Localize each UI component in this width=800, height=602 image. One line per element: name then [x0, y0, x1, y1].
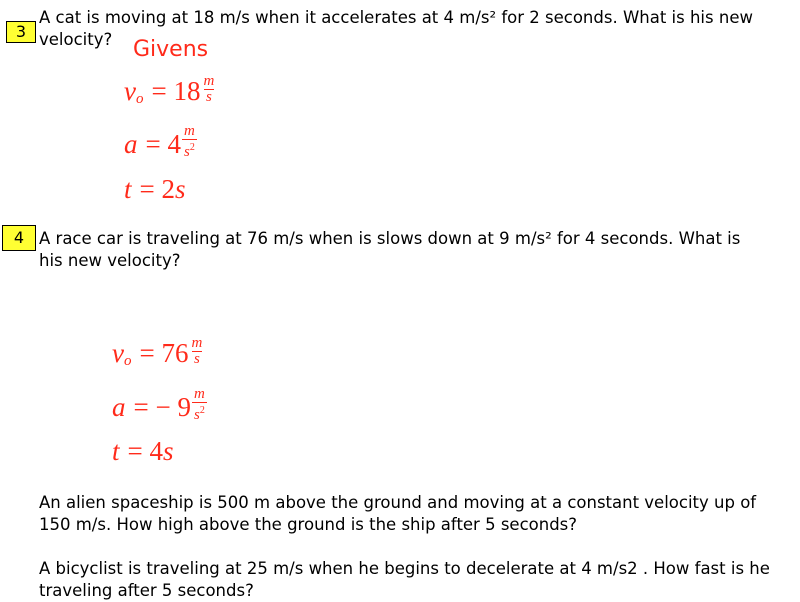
eq-value: = 4: [127, 436, 163, 466]
problem-number-badge: 3: [6, 21, 36, 43]
eq-variable: v: [124, 76, 136, 106]
eq-den-base: s: [183, 144, 190, 160]
eq-variable: a: [112, 391, 126, 422]
eq-unit-denominator: [182, 139, 197, 160]
eq-variable: t: [124, 174, 132, 204]
eq-unit-numerator: m: [203, 73, 215, 89]
problem-4-text: A race car is traveling at 76 m/s when is slows down at 9 m/s² for 4 seconds. What is his new velocity?: [39, 229, 741, 270]
eq-unit-numerator: m: [193, 386, 205, 402]
problem-3-text: A cat is moving at 18 m/s when it accelerates at 4 m/s² for 2 seconds. What is his new velocity?: [39, 8, 753, 49]
eq-unit-denominator: s: [205, 89, 212, 105]
givens-heading: Givens: [133, 37, 209, 62]
eq-unit-numerator: m: [191, 335, 203, 351]
eq-subscript: o: [135, 91, 144, 107]
eq-variable: a: [124, 128, 138, 159]
eq-unit-fraction: [201, 74, 216, 105]
problem-6-text: A bicyclist is traveling at 25 m/s when he begins to decelerate at 4 m/s2 . How fast is he traveling after 5 seconds?: [39, 559, 770, 600]
eq-value: = 18: [151, 76, 201, 106]
eq-unit-denominator: s: [193, 351, 200, 367]
eq-unit-fraction: [192, 387, 207, 423]
eq-den-base: s: [193, 407, 200, 423]
eq-unit: s: [163, 436, 174, 466]
p3-initial-velocity-equation: [124, 73, 216, 107]
eq-value: = − 9: [133, 391, 191, 422]
eq-variable: v: [112, 338, 124, 368]
eq-value: = 4: [145, 128, 181, 159]
eq-value: = 2: [139, 174, 175, 204]
p4-initial-velocity-equation: [112, 335, 204, 369]
p3-time-equation: [124, 174, 186, 205]
eq-unit-fraction: [189, 336, 204, 367]
eq-value: = 76: [139, 338, 189, 368]
p4-time-equation: [112, 436, 174, 467]
eq-den-exponent: 2: [189, 142, 195, 153]
eq-den-exponent: 2: [199, 405, 205, 416]
p3-acceleration-equation: [124, 123, 197, 162]
eq-unit: s: [175, 174, 186, 204]
problem-number-badge: 4: [2, 225, 36, 251]
eq-unit-numerator: m: [183, 123, 195, 139]
eq-variable: t: [112, 436, 120, 466]
problem-5-text: An alien spaceship is 500 m above the ground and moving at a constant velocity up of 150 m/s. How high above the ground is the ship after 5 seconds?: [39, 493, 757, 534]
eq-subscript: o: [123, 353, 132, 369]
eq-unit-denominator: [192, 402, 207, 423]
p4-acceleration-equation: [112, 386, 207, 425]
eq-unit-fraction: [182, 124, 197, 160]
